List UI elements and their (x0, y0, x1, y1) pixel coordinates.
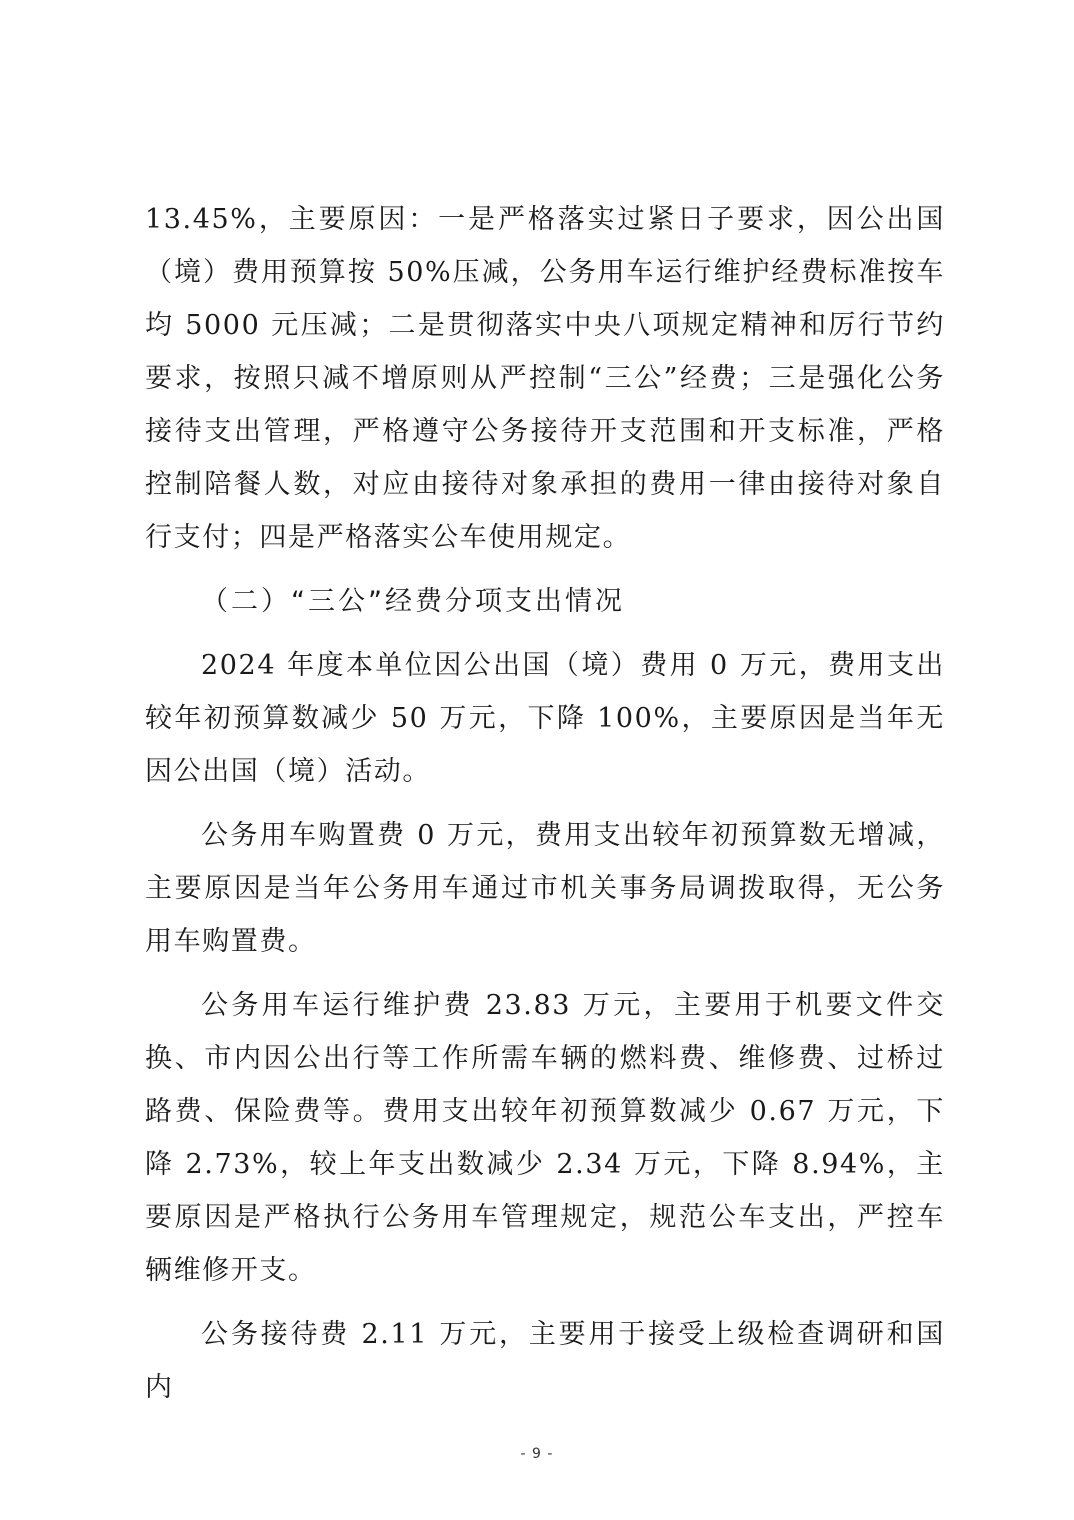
page-number: - 9 - (520, 1446, 554, 1462)
paragraph-overseas-travel: 2024 年度本单位因公出国（境）费用 0 万元，费用支出较年初预算数减少 50 万元，下降 100%，主要原因是当年无因公出国（境）活动。 (145, 650, 945, 787)
section-heading: （二）“三公”经费分项支出情况 (201, 586, 625, 617)
paragraph-vehicle-purchase: 公务用车购置费 0 万元，费用支出较年初预算数无增减，主要原因是当年公务用车通过市机关事务局调拨取得，无公务用车购置费。 (145, 820, 945, 957)
paragraph-vehicle-maintenance: 公务用车运行维护费 23.83 万元，主要用于机要文件交换、市内因公出行等工作所需车辆的燃料费、维修费、过桥过路费、保险费等。费用支出较年初预算数减少 0.67 万元，下降 2.73%，较上年支出数减少 2.34 万元，下降 8.94%，主要原因是严格执行公务用车管理规定，规范公车支出，严控车辆维修开支。 (145, 990, 945, 1286)
document-body (145, 193, 945, 1414)
paragraph-reception: 公务接待费 2.11 万元，主要用于接受上级检查调研和国内 (145, 1319, 945, 1403)
paragraph-continuation: 13.45%，主要原因：一是严格落实过紧日子要求，因公出国（境）费用预算按 50%压减，公务用车运行维护经费标准按车均 5000 元压减；二是贯彻落实中央八项规定精神和厉行节约要求，按照只减不增原则从严控制“三公”经费；三是强化公务接待支出管理，严格遵守公务接待开支范围和开支标准，严格控制陪餐人数，对应由接待对象承担的费用一律由接待对象自行支付；四是严格落实公车使用规定。 (145, 204, 945, 553)
